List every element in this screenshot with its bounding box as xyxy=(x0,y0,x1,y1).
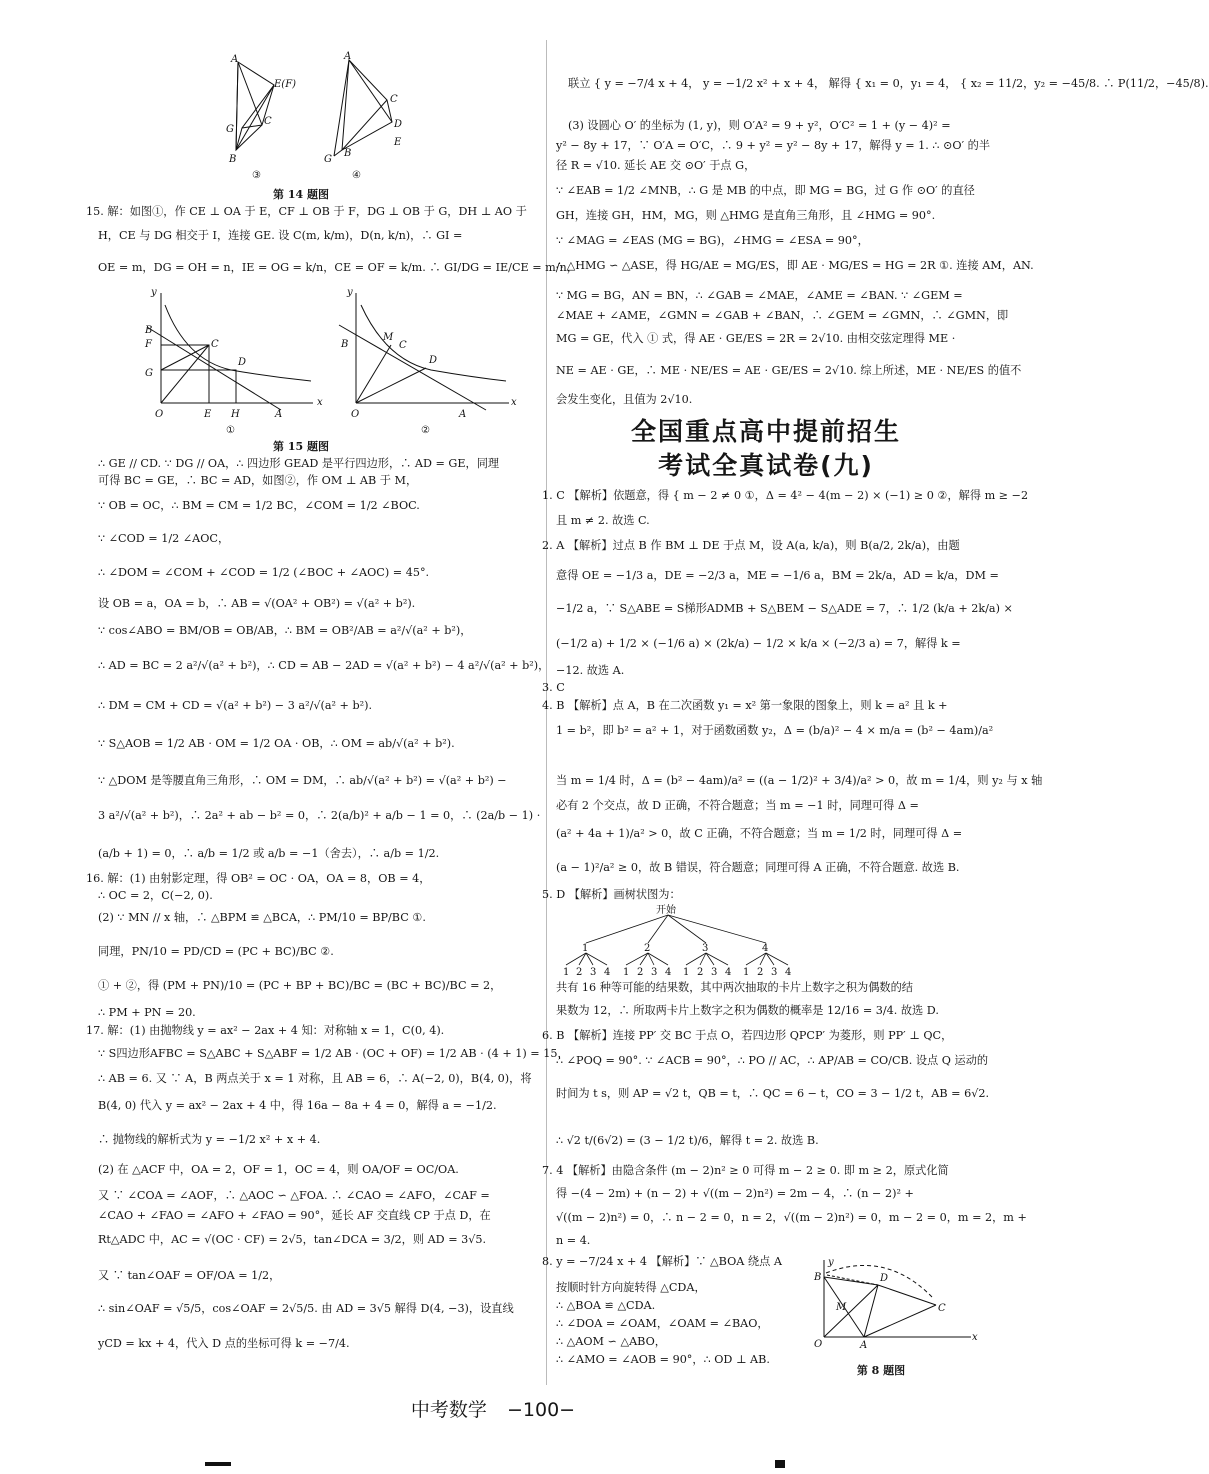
text-line: NE = AE · GE，∴ ME · NE/ES = AE · GE/ES = 2√10. 综上所述，ME · NE/ES 的值不 xyxy=(556,364,1022,377)
text-line: 16. 解：(1) 由射影定理，得 OB² = OC · OA，OA = 8，OB = 4， xyxy=(86,872,431,885)
svg-text:E: E xyxy=(204,409,212,420)
svg-text:y: y xyxy=(347,287,353,298)
footer-subject: 中考数学 xyxy=(410,1399,487,1421)
text-line: ∴ ∠AMO = ∠AOB = 90°，∴ OD ⊥ AB. xyxy=(556,1353,770,1366)
fig14-caption: 第 14 题图 xyxy=(273,188,329,201)
text-line: ∵ ∠EAB = 1/2 ∠MNB，∴ G 是 MB 的中点，即 MG = BG，过 G 作 ⊙O′ 的直径 xyxy=(556,184,975,197)
svg-text:x: x xyxy=(511,397,517,408)
text-line: 同理，PN/10 = PD/CD = (PC + BC)/BC ②. xyxy=(98,945,334,958)
text-line: ∴ AB = 6. 又 ∵ A，B 两点关于 x = 1 对称，且 AB = 6，∴ A(−2, 0)，B(4, 0)，将 xyxy=(98,1072,532,1085)
text-line: (a − 1)²/a² ≥ 0，故 B 错误，符合题意；同理可得 A 正确，不符合题意. 故选 B. xyxy=(556,861,960,874)
exam-title-line1: 全国重点高中提前招生 xyxy=(630,417,901,446)
text-line: 3 a²/√(a² + b²)，∴ 2a² + ab − b² = 0，∴ 2(a/b)² + a/b − 1 = 0，∴ (2a/b − 1) · xyxy=(98,809,541,822)
text-line: 径 R = √10. 延长 AE 交 ⊙O′ 于点 G， xyxy=(556,159,756,172)
text-line: yCD = kx + 4，代入 D 点的坐标可得 k = −7/4. xyxy=(98,1337,350,1350)
text-line: √((m − 2)n²) = 0，∴ n − 2 = 0，n = 2，√((m − 2)n²) = 0，m − 2 = 0，m = 2，m + xyxy=(556,1211,1027,1224)
text-line: 得 −(4 − 2m) + (n − 2) + √((m − 2)n²) = 2m − 4，∴ (n − 2)² + xyxy=(556,1187,914,1200)
text-line: ∴ GE // CD. ∵ DG // OA，∴ 四边形 GEAD 是平行四边形，∴ AD = GE，同理 xyxy=(98,457,500,470)
text-line: ∴ △BOA ≌ △CDA. xyxy=(556,1299,656,1312)
text-line: 17. 解：(1) 由抛物线 y = ax² − 2ax + 4 知：对称轴 x = 1，C(0, 4). xyxy=(86,1024,445,1037)
text-line: 1. C 【解析】依题意，得 { m − 2 ≠ 0 ①，Δ = 4² − 4(m − 2) × (−1) ≥ 0 ②，解得 m ≥ −2 xyxy=(542,489,1029,502)
text-line: H，CE 与 DG 相交于 I，连接 GE. 设 C(m, k/m)，D(n, k/n)，∴ GI = xyxy=(98,229,463,242)
figure-14 xyxy=(224,50,424,185)
text-line: ∴ ∠DOA = ∠OAM，∠OAM = ∠BAO， xyxy=(556,1317,769,1330)
tree-node-4: 4 xyxy=(762,943,769,954)
text-line: B(4, 0) 代入 y = ax² − 2ax + 4 中，得 16a − 8a + 4 = 0，解得 a = −1/2. xyxy=(98,1099,497,1112)
text-line: ∴ DM = CM + CD = √(a² + b²) − 3 a²/√(a² + b²). xyxy=(98,699,373,712)
column-divider xyxy=(546,40,547,1385)
text-line: 果数为 12，∴ 所取两卡片上数字之积为偶数的概率是 12/16 = 3/4. 故选 D. xyxy=(556,1004,939,1017)
fig15-caption: 第 15 题图 xyxy=(273,440,329,453)
svg-text:M: M xyxy=(383,332,394,343)
svg-text:y: y xyxy=(828,1257,834,1268)
fig15-label-i: ① xyxy=(226,425,235,436)
svg-text:H: H xyxy=(231,409,240,420)
text-line: 3. C xyxy=(542,681,565,694)
text-line: ∠MAE + ∠AME，∠GMN = ∠GAB + ∠BAN，∴ ∠GEM = ∠GMN，∴ ∠GMN，即 xyxy=(556,309,1009,322)
text-line: ∵ S△AOB = 1/2 AB · OM = 1/2 OA · OB，∴ OM = ab/√(a² + b²). xyxy=(98,737,455,750)
svg-text:B: B xyxy=(344,148,352,159)
page-footer xyxy=(0,1395,986,1422)
text-line: ∴ OC = 2，C(−2, 0). xyxy=(98,889,213,902)
text-line: ∵ ∠COD = 1/2 ∠AOC， xyxy=(98,532,230,545)
svg-text:A: A xyxy=(231,54,239,65)
tree-leaf: 2 xyxy=(757,967,764,978)
svg-text:C: C xyxy=(938,1303,946,1314)
tree-leaf: 2 xyxy=(576,967,583,978)
svg-text:A: A xyxy=(275,409,283,420)
exam-title-line2: 考试全真试卷(九) xyxy=(658,451,874,480)
svg-text:G: G xyxy=(324,154,332,165)
text-line: −12. 故选 A. xyxy=(556,664,625,677)
page-number: −100− xyxy=(506,1399,576,1421)
tree-leaf: 4 xyxy=(604,967,611,978)
tree-leaf: 2 xyxy=(637,967,644,978)
tree-leaf: 1 xyxy=(563,967,570,978)
fig14-label-iv: ④ xyxy=(352,170,361,181)
text-line: 设 OB = a，OA = b，∴ AB = √(OA² + OB²) = √(a² + b²). xyxy=(98,597,416,610)
svg-text:D: D xyxy=(238,357,247,368)
text-line: OE = m，DG = OH = n，IE = OG = k/n，CE = OF = k/m. ∴ GI/DG = IE/CE = m/n， xyxy=(98,261,578,274)
tree-leaf: 4 xyxy=(725,967,732,978)
text-line: 可得 BC = GE，∴ BC = AD，如图②，作 OM ⊥ AB 于 M， xyxy=(98,474,418,487)
svg-text:y: y xyxy=(151,287,157,298)
svg-text:A: A xyxy=(459,409,467,420)
text-line: 联立 { y = −7/4 x + 4， y = −1/2 x² + x + 4， 解得 { x₁ = 0，y₁ = 4， { x₂ = 11/2，y₂ = −45/8. ∴ P(11/2，−45/8). xyxy=(568,77,1209,90)
text-line: GH，连接 GH，HM，MG，则 △HMG 是直角三角形，且 ∠HMG = 90°. xyxy=(556,209,936,222)
tree-leaf: 4 xyxy=(785,967,792,978)
svg-text:D: D xyxy=(394,119,403,130)
text-line: 8. y = −7/24 x + 4 【解析】∵ △BOA 绕点 A xyxy=(542,1255,782,1268)
text-line: ∴ ∠DOM = ∠COM + ∠COD = 1/2 (∠BOC + ∠AOC) = 45°. xyxy=(98,566,430,579)
tree-leaf: 3 xyxy=(771,967,778,978)
svg-text:E: E xyxy=(394,137,402,148)
svg-text:D: D xyxy=(880,1273,889,1284)
text-line: 又 ∵ tan∠OAF = OF/OA = 1/2， xyxy=(98,1269,281,1282)
text-line: ∵ △DOM 是等腰直角三角形，∴ OM = DM，∴ ab/√(a² + b²) = √(a² + b²) − xyxy=(98,774,507,787)
svg-text:M: M xyxy=(836,1302,847,1313)
svg-text:O: O xyxy=(351,409,360,420)
text-line: 按顺时针方向旋转得 △CDA， xyxy=(556,1281,706,1294)
text-line: (a² + 4a + 1)/a² > 0，故 C 正确，不符合题意；当 m = 1/2 时，同理可得 Δ = xyxy=(556,827,963,840)
scan-mark xyxy=(205,1462,231,1466)
tree-leaf: 1 xyxy=(743,967,750,978)
text-line: 5. D 【解析】画树状图为： xyxy=(542,888,681,901)
svg-text:x: x xyxy=(317,397,323,408)
svg-text:C: C xyxy=(211,339,219,350)
text-line: ∴ 抛物线的解析式为 y = −1/2 x² + x + 4. xyxy=(98,1133,321,1146)
tree-leaf: 1 xyxy=(623,967,630,978)
svg-text:B: B xyxy=(145,325,153,336)
svg-text:F: F xyxy=(145,339,152,350)
tree-leaf: 4 xyxy=(665,967,672,978)
scan-mark xyxy=(775,1460,785,1468)
svg-text:G: G xyxy=(226,124,234,135)
text-line: 4. B 【解析】点 A，B 在二次函数 y₁ = x² 第一象限的图象上，则 k = a² 且 k + xyxy=(542,699,948,712)
tree-leaf: 3 xyxy=(590,967,597,978)
fig14-label-iii: ③ xyxy=(252,170,261,181)
svg-text:B: B xyxy=(229,154,237,165)
tree-diagram xyxy=(556,903,816,978)
tree-leaf: 3 xyxy=(711,967,718,978)
svg-text:G: G xyxy=(145,368,153,379)
tree-node-3: 3 xyxy=(702,943,709,954)
tree-node-2: 2 xyxy=(644,943,651,954)
svg-text:A: A xyxy=(344,51,352,62)
svg-text:D: D xyxy=(429,355,438,366)
svg-text:E(F): E(F) xyxy=(274,79,297,90)
text-line: 6. B 【解析】连接 PP′ 交 BC 于点 O，若四边形 QPCP′ 为菱形，则 PP′ ⊥ QC， xyxy=(542,1029,953,1042)
tree-start: 开始 xyxy=(656,905,676,916)
text-line: 2. A 【解析】过点 B 作 BM ⊥ DE 于点 M，设 A(a, k/a)，则 B(a/2, 2k/a)，由题 xyxy=(542,539,960,552)
text-line: y² − 8y + 17，∵ O′A = O′C，∴ 9 + y² = y² − 8y + 17，解得 y = 1. ∴ ⊙O′ 的半 xyxy=(556,139,991,152)
text-line: −1/2 a，∵ S△ABE = S梯形ADMB + S△BEM − S△ADE = 7，∴ 1/2 (k/a + 2k/a) × xyxy=(556,602,1013,615)
svg-text:B: B xyxy=(341,339,349,350)
text-line: (3) 设圆心 O′ 的坐标为 (1, y)，则 O′A² = 9 + y²，O′C² = 1 + (y − 4)² = xyxy=(568,119,951,132)
tree-leaf: 1 xyxy=(683,967,690,978)
text-line: 15. 解：如图①，作 CE ⊥ OA 于 E，CF ⊥ OB 于 F，DG ⊥ OB 于 G，DH ⊥ AO 于 xyxy=(86,205,527,218)
fig8-caption: 第 8 题图 xyxy=(856,1364,906,1377)
text-line: 7. 4 【解析】由隐含条件 (m − 2)n² ≥ 0 可得 m − 2 ≥ 0. 即 m ≥ 2，原式化简 xyxy=(542,1164,949,1177)
text-line: n = 4. xyxy=(556,1234,591,1247)
text-line: ∵ OB = OC，∴ BM = CM = 1/2 BC，∠COM = 1/2 ∠BOC. xyxy=(98,499,420,512)
text-line: 1 = b²，即 b² = a² + 1，对于函数函数 y₂，Δ = (b/a)² − 4 × m/a = (b² − 4am)/a² xyxy=(556,724,994,737)
svg-text:O: O xyxy=(814,1339,823,1350)
text-line: (−1/2 a) + 1/2 × (−1/6 a) × (2k/a) − 1/2 × k/a × (−2/3 a) = 7，解得 k = xyxy=(556,637,961,650)
text-line: ① + ②，得 (PM + PN)/10 = (PC + BP + BC)/BC = (BC + BC)/BC = 2， xyxy=(98,979,502,992)
figure-15 xyxy=(141,285,521,435)
text-line: ∵ cos∠ABO = BM/OB = OB/AB，∴ BM = OB²/AB = a²/√(a² + b²)， xyxy=(98,624,472,637)
text-line: 又 ∵ ∠COA = ∠AOF，∴ △AOC ∽ △FOA. ∴ ∠CAO = ∠AFO，∠CAF = xyxy=(98,1189,490,1202)
text-line: 且 m ≠ 2. 故选 C. xyxy=(556,514,650,527)
text-line: 会发生变化，且值为 2√10. xyxy=(556,393,693,406)
text-line: (2) ∵ MN // x 轴，∴ △BPM ≌ △BCA，∴ PM/10 = BP/BC ①. xyxy=(98,911,426,924)
text-line: (a/b + 1) = 0，∴ a/b = 1/2 或 a/b = −1（舍去），∴ a/b = 1/2. xyxy=(98,847,440,860)
text-line: ∴ △HMG ∽ △ASE，得 HG/AE = MG/ES，即 AE · MG/ES = HG = 2R ①. 连接 AM，AN. xyxy=(556,259,1034,272)
text-line: ∴ ∠POQ = 90°. ∵ ∠ACB = 90°，∴ PO // AC，∴ AP/AB = CO/CB. 设点 Q 运动的 xyxy=(556,1054,989,1067)
text-line: ∠CAO + ∠FAO = ∠AFO + ∠FAO = 90°，延长 AF 交直线 CP 于点 D，在 xyxy=(98,1209,491,1222)
text-line: 必有 2 个交点，故 D 正确，不符合题意；当 m = −1 时，同理可得 Δ = xyxy=(556,799,919,812)
svg-text:B: B xyxy=(814,1272,822,1283)
svg-text:C: C xyxy=(399,340,407,351)
text-line: (2) 在 △ACF 中，OA = 2，OF = 1，OC = 4，则 OA/OF = OC/OA. xyxy=(98,1163,459,1176)
tree-leaf: 3 xyxy=(651,967,658,978)
svg-text:x: x xyxy=(972,1332,978,1343)
text-line: ∴ sin∠OAF = √5/5，cos∠OAF = 2√5/5. 由 AD = 3√5 解得 D(4, −3)，设直线 xyxy=(98,1302,514,1315)
svg-text:O: O xyxy=(155,409,164,420)
text-line: ∴ PM + PN = 20. xyxy=(98,1006,196,1019)
svg-text:C: C xyxy=(264,116,272,127)
text-line: Rt△ADC 中，AC = √(OC · CF) = 2√5，tan∠DCA = 3/2，则 AD = 3√5. xyxy=(98,1233,487,1246)
text-line: 时间为 t s，则 AP = √2 t，QB = t，∴ QC = 6 − t，CO = 3 − 1/2 t，AB = 6√2. xyxy=(556,1087,990,1100)
svg-text:C: C xyxy=(390,94,398,105)
text-line: ∵ ∠MAG = ∠EAS (MG = BG)，∠HMG = ∠ESA = 90°， xyxy=(556,234,869,247)
text-line: ∵ MG = BG，AN = BN，∴ ∠GAB = ∠MAE，∠AME = ∠BAN. ∵ ∠GEM = xyxy=(556,289,963,302)
tree-node-1: 1 xyxy=(582,943,589,954)
text-line: MG = GE，代入 ① 式，得 AE · GE/ES = 2R = 2√10. 由相交弦定理得 ME · xyxy=(556,332,956,345)
text-line: 共有 16 种等可能的结果数，其中两次抽取的卡片上数字之积为偶数的结 xyxy=(556,981,913,994)
text-line: ∵ S四边形AFBC = S△ABC + S△ABF = 1/2 AB · (OC + OF) = 1/2 AB · (4 + 1) = 15， xyxy=(98,1047,569,1060)
tree-leaf: 2 xyxy=(697,967,704,978)
text-line: 意得 OE = −1/3 a，DE = −2/3 a，ME = −1/6 a，BM = 2k/a，AD = k/a，DM = xyxy=(556,569,999,582)
figure-8 xyxy=(796,1255,976,1355)
text-line: ∴ △AOM ∽ △ABO， xyxy=(556,1335,666,1348)
text-line: 当 m = 1/4 时，Δ = (b² − 4am)/a² = ((a − 1/2)² + 3/4)/a² > 0，故 m = 1/4，则 y₂ 与 x 轴 xyxy=(556,774,1043,787)
fig15-label-ii: ② xyxy=(421,425,430,436)
text-line: ∴ AD = BC = 2 a²/√(a² + b²)，∴ CD = AB − 2AD = √(a² + b²) − 4 a²/√(a² + b²)， xyxy=(98,659,550,672)
text-line: ∴ √2 t/(6√2) = (3 − 1/2 t)/6，解得 t = 2. 故选 B. xyxy=(556,1134,819,1147)
svg-text:A: A xyxy=(860,1340,868,1351)
